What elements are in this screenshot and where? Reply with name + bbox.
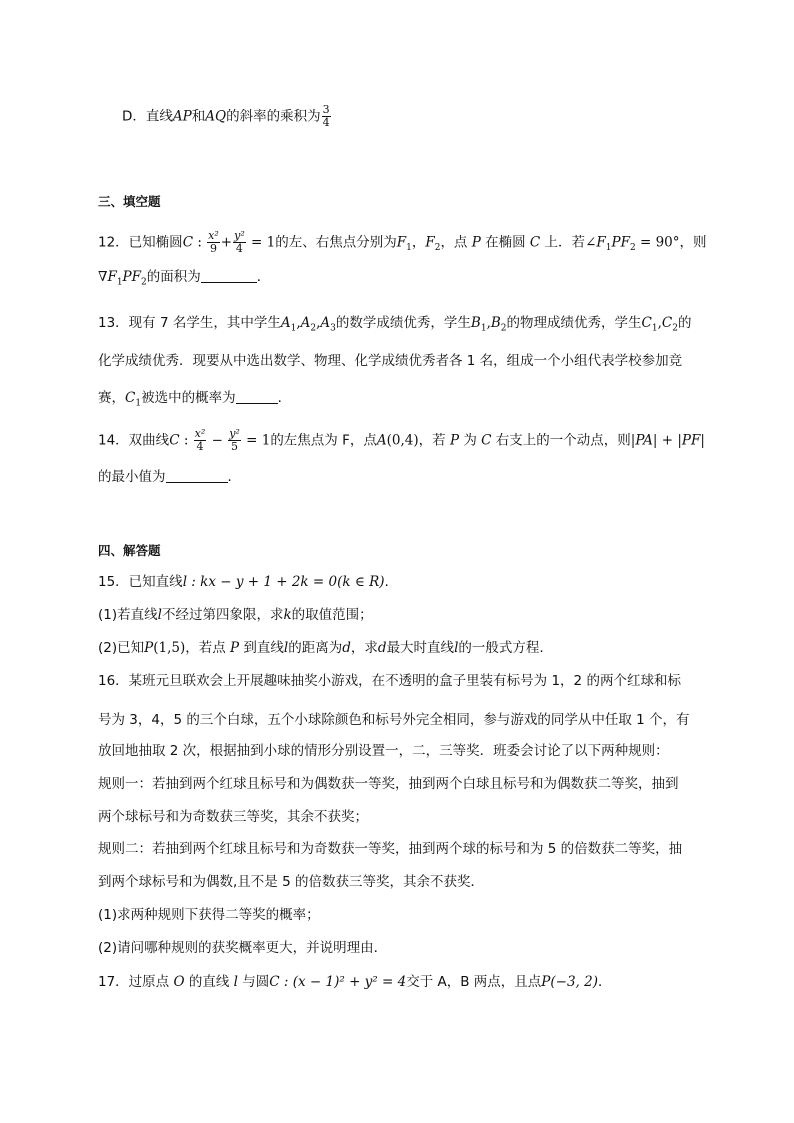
question-16-line-1: 16．某班元旦联欢会上开展趣味抽奖小游戏，在不透明的盒子里装有标号为 1，2 的两个红球和标: [98, 673, 681, 689]
answer-blank[interactable]: [201, 268, 257, 283]
answer-blank[interactable]: [166, 468, 228, 483]
question-12-line-2: $\nabla F_1PF_2$的面积为 ．: [98, 269, 271, 288]
question-13-line-3: 赛，$C_1$被选中的概率为 ．: [98, 390, 292, 409]
question-16-line-6: 规则二：若抽到两个红球且标号和为奇数获一等奖，抽到两个球的标号和为 5 的倍数获二等奖，抽: [98, 841, 683, 857]
question-17-stem: 17．过原点 O 的直线 l 与圆C : (x − 1)² + y² = 4交于 A，B 两点，且点P(−3, 2)．: [98, 974, 612, 990]
question-16-line-3: 放回地抽取 2 次，根据抽到小球的情形分别设置一，二，三等奖．班委会讨论了以下两种规则：: [98, 743, 669, 759]
section-heading-fill-blank: 三、填空题: [98, 194, 161, 209]
section-heading-solutions: 四、解答题: [98, 543, 161, 558]
question-16-line-7: 到两个球标号和为偶数,且不是 5 的倍数获三等奖，其余不获奖．: [98, 874, 484, 890]
answer-blank[interactable]: [236, 389, 278, 404]
question-15-part-2: (2)已知P(1,5)，若点 P 到直线l的距离为d，求d最大时直线l的一般式方程.: [98, 640, 544, 656]
question-14-line-1: 14．双曲线C : $\frac{\text{x²}}{4}$ − $\frac{\text{y²}}{5}$ = 1的左焦点为 F，点A(0,4)，若 P 为 C 右支上的一个动点，则|PA| + |PF|: [98, 427, 705, 453]
fraction: $\frac{3}{4}$: [322, 103, 330, 129]
question-12-line-1: 12．已知椭圆C : $\frac{\text{x²}}{9}$ + $\frac{\text{y²}}{4}$ = 1的左、右焦点分别为$F_1$，$F_2$，点 P 在椭圆 C 上．若$\angle F_1PF_2 = 90^\circ$，则: [98, 229, 707, 255]
question-16-part-2: (2)请问哪种规则的获奖概率更大，并说明理由．: [98, 940, 388, 956]
question-13-line-1: 13．现有 7 名学生，其中学生$A_1,A_2,A_3$的数学成绩优秀，学生$B_1,B_2$的物理成绩优秀，学生$C_1,C_2$的: [98, 315, 692, 334]
option-d: D．直线AP和AQ的斜率的乘积为 $\frac{3}{4}$: [122, 103, 330, 129]
question-15-part-1: (1)若直线l不经过第四象限，求k的取值范围；: [98, 607, 373, 623]
question-15-stem: 15．已知直线l : kx − y + 1 + 2k = 0(k ∈ R).: [98, 574, 389, 590]
question-16-line-5: 两个球标号和为奇数获三等奖，其余不获奖；: [98, 809, 368, 825]
question-16-line-2: 号为 3，4，5 的三个白球，五个小球除颜色和标号外完全相同，参与游戏的同学从中任取 1 个，有: [98, 712, 690, 728]
question-16-part-1: (1)求两种规则下获得二等奖的概率；: [98, 907, 320, 923]
question-14-line-2: 的最小值为 ．: [98, 469, 241, 485]
question-13-line-2: 化学成绩优秀．现要从中选出数学、物理、化学成绩优秀者各 1 名，组成一个小组代表学校参加竞: [98, 353, 683, 369]
question-16-line-4: 规则一：若抽到两个红球且标号和为偶数获一等奖，抽到两个白球且标号和为偶数获二等奖，抽到: [98, 776, 679, 792]
